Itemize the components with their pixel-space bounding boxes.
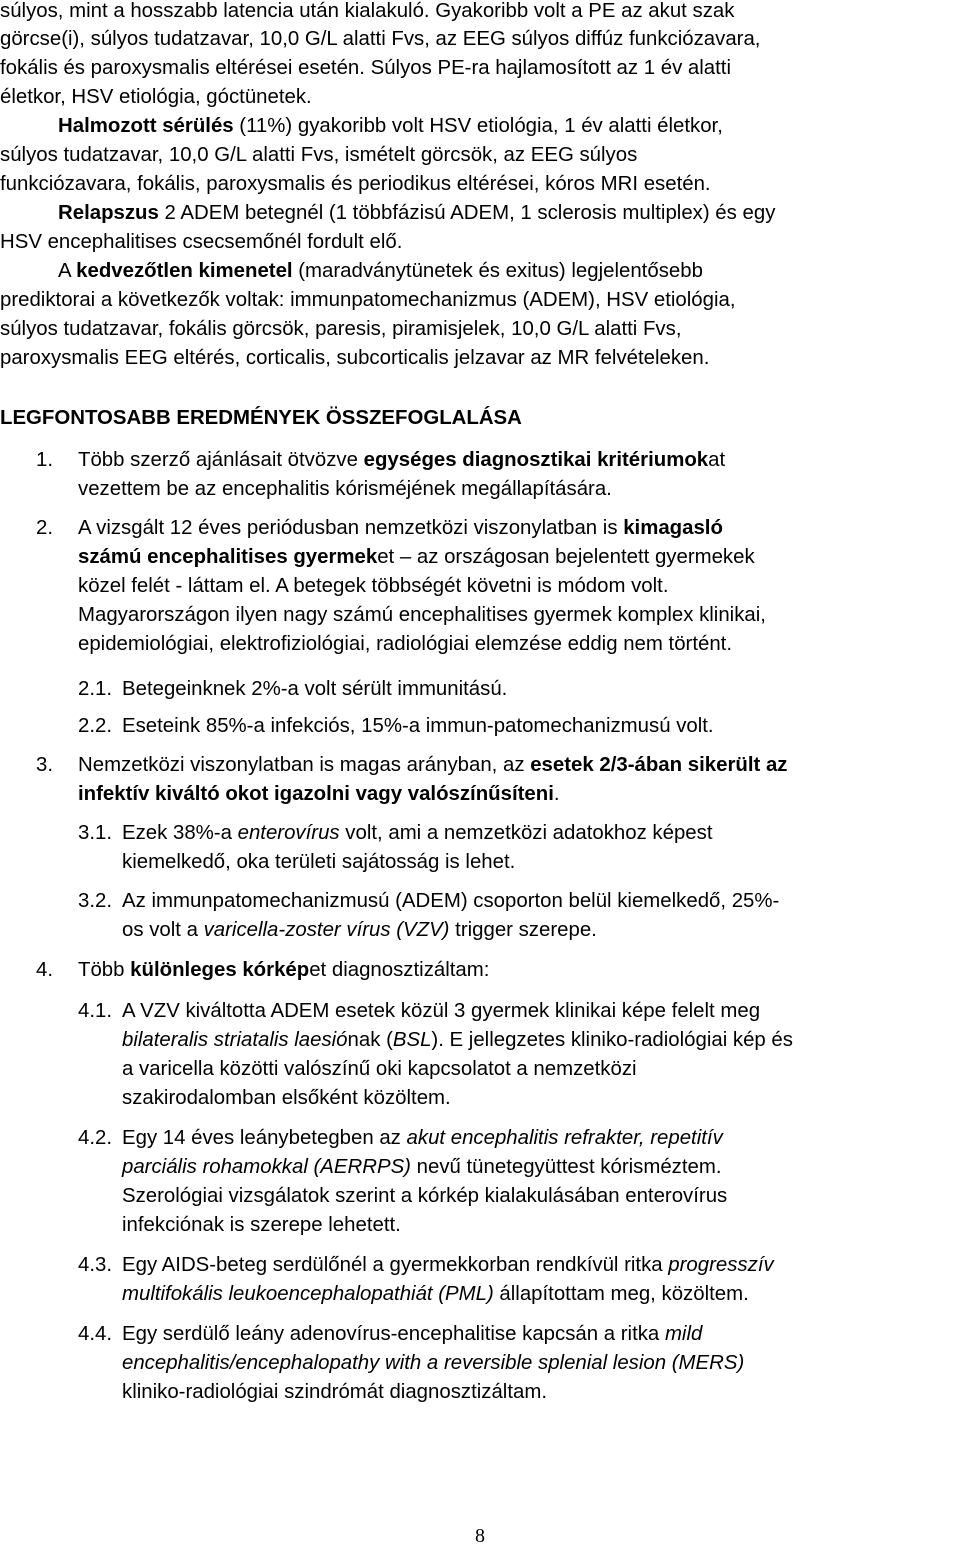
- list-number: 4.1.: [78, 1000, 113, 1022]
- paragraph-line: életkor, HSV etiológia, góctünetek.: [0, 86, 312, 108]
- bold-term: infektív kiváltó okot igazolni vagy valószínűsíteni: [78, 783, 554, 805]
- italic-term: enterovírus: [237, 822, 340, 844]
- list-item-line: [122, 820, 713, 846]
- list-number: 3.2.: [78, 890, 113, 912]
- list-item-line: vezettem be az encephalitis kórisméjének megállapítására.: [78, 478, 612, 500]
- text-run: ). E jellegzetes kliniko-radiológiai kép és: [431, 1029, 793, 1051]
- list-item-line: epidemiológiai, elektrofiziológiai, radiológiai elemzése eddig nem történt.: [78, 633, 733, 655]
- list-item-line: [122, 1125, 723, 1151]
- text-run: Nemzetközi viszonylatban is magas arányban, az: [78, 754, 531, 776]
- italic-term: encephalitis/encephalopathy with a reversible splenial lesion (MERS): [122, 1352, 745, 1374]
- bold-term: kimagasló: [623, 517, 723, 539]
- paragraph-line: [58, 200, 775, 226]
- paragraph-line: [58, 113, 723, 139]
- paragraph-line: fokális és paroxysmalis eltérései esetén. Súlyos PE-ra hajlamosított az 1 év alatti: [0, 57, 731, 79]
- italic-term: akut encephalitis refrakter, repetitív: [406, 1127, 723, 1149]
- page-number: 8: [475, 1525, 485, 1547]
- text-run: Egy serdülő leány adenovírus-encephalitise kapcsán a ritka: [122, 1323, 665, 1345]
- list-number: 4.4.: [78, 1323, 113, 1345]
- paragraph-line: HSV encephalitises csecsemőnél fordult elő.: [0, 231, 403, 253]
- list-number: 1.: [36, 449, 54, 471]
- list-item-line: [78, 515, 723, 541]
- text-run: at: [708, 449, 726, 471]
- list-item-line: a varicella közötti valószínű oki kapcsolatot a nemzetközi: [122, 1058, 637, 1080]
- list-number: 4.2.: [78, 1127, 113, 1149]
- list-item-line: Eseteink 85%-a infekciós, 15%-a immun-patomechanizmusú volt.: [122, 715, 714, 737]
- paragraph-line: paroxysmalis EEG eltérés, corticalis, subcorticalis jelzavar az MR felvételeken.: [0, 347, 710, 369]
- bold-term: Halmozott sérülés: [58, 115, 234, 137]
- text-run: Több: [78, 959, 131, 981]
- text-run: A vizsgált 12 éves periódusban nemzetközi viszonylatban is: [78, 517, 624, 539]
- list-number: 4.3.: [78, 1254, 113, 1276]
- italic-term: parciális rohamokkal (AERRPS): [122, 1156, 411, 1178]
- text-run: (maradványtünetek és exitus) legjelentősebb: [292, 260, 703, 282]
- paragraph-line: funkciózavara, fokális, paroxysmalis és periodikus eltérései, kóros MRI esetén.: [0, 173, 711, 195]
- list-item-line: közel felét - láttam el. A betegek többségét követni is módom volt.: [78, 575, 669, 597]
- list-number: 2.2.: [78, 715, 113, 737]
- italic-term: progresszív: [668, 1254, 774, 1276]
- text-run: állapítottam meg, közöltem.: [493, 1283, 749, 1305]
- list-item-line: [78, 957, 489, 983]
- italic-term: mild: [664, 1323, 703, 1345]
- list-item-line: [78, 752, 788, 778]
- text-run: Egy AIDS-beteg serdülőnél a gyermekkorban rendkívül ritka: [122, 1254, 669, 1276]
- text-run: (11%) gyakoribb volt HSV etiológia, 1 év alatti életkor,: [233, 115, 723, 137]
- list-item-line: kliniko-radiológiai szindrómát diagnosztizáltam.: [122, 1381, 547, 1403]
- list-number: 3.: [36, 754, 54, 776]
- list-number: 2.: [36, 517, 54, 539]
- list-item-line: kiemelkedő, oka területi sajátosság is lehet.: [122, 851, 516, 873]
- list-item-line: [122, 1321, 702, 1347]
- list-item-line: szakirodalomban elsőként közöltem.: [122, 1087, 451, 1109]
- list-item-line: infekciónak is szerepe lehetett.: [122, 1214, 401, 1236]
- italic-term: bilateralis striatalis laesió: [122, 1029, 348, 1051]
- list-item-line: [122, 1252, 774, 1278]
- text-run: nevű tünetegyüttest kórisméztem.: [410, 1156, 722, 1178]
- list-item-line: Szerológiai vizsgálatok szerint a kórkép kialakulásában enterovírus: [122, 1185, 728, 1207]
- list-item-line: [122, 1154, 722, 1180]
- text-run: et – az országosan bejelentett gyermekek: [377, 546, 755, 568]
- list-item-line: [122, 1027, 793, 1053]
- list-item-line: Betegeinknek 2%-a volt sérült immunitású.: [122, 678, 508, 700]
- text-run: nak (: [347, 1029, 393, 1051]
- text-run: Több szerző ajánlásait ötvözve: [78, 449, 364, 471]
- paragraph-line: súlyos tudatzavar, fokális görcsök, paresis, piramisjelek, 10,0 G/L alatti Fvs,: [0, 318, 682, 340]
- paragraph-line: prediktorai a következők voltak: immunpatomechanizmus (ADEM), HSV etiológia,: [0, 289, 736, 311]
- paragraph-line: görcse(i), súlyos tudatzavar, 10,0 G/L alatti Fvs, az EEG súlyos diffúz funkciózavara,: [0, 28, 761, 50]
- list-item-line: [122, 1350, 744, 1376]
- text-run: trigger szerepe.: [449, 919, 597, 941]
- text-run: Ezek 38%-a: [122, 822, 238, 844]
- italic-term: BSL: [392, 1029, 432, 1051]
- text-run: os volt a: [122, 919, 204, 941]
- list-item-line: [78, 781, 560, 807]
- list-number: 3.1.: [78, 822, 113, 844]
- bold-term: Relapszus: [58, 202, 159, 224]
- text-run: .: [553, 783, 560, 805]
- paragraph-line: súlyos tudatzavar, 10,0 G/L alatti Fvs, ismételt görcsök, az EEG súlyos: [0, 144, 638, 166]
- text-run: A: [58, 260, 77, 282]
- bold-term: számú encephalitises gyermek: [78, 546, 378, 568]
- text-run: 2 ADEM betegnél (1 többfázisú ADEM, 1 sclerosis multiplex) és egy: [158, 202, 776, 224]
- section-heading: LEGFONTOSABB EREDMÉNYEK ÖSSZEFOGLALÁSA: [0, 407, 522, 429]
- paragraph-line: súlyos, mint a hosszabb latencia után kialakuló. Gyakoribb volt a PE az akut szak: [0, 0, 735, 22]
- list-number: 4.: [36, 959, 54, 981]
- text-run: Egy 14 éves leánybetegben az: [122, 1127, 407, 1149]
- text-run: et diagnosztizáltam:: [309, 959, 490, 981]
- italic-term: varicella-zoster vírus (VZV): [203, 919, 450, 941]
- list-item-line: Az immunpatomechanizmusú (ADEM) csoporton belül kiemelkedő, 25%-: [122, 890, 780, 912]
- list-item-line: [78, 544, 755, 570]
- list-item-line: A VZV kiváltotta ADEM esetek közül 3 gyermek klinikai képe felelt meg: [122, 1000, 761, 1022]
- bold-term: esetek 2/3-ában sikerült az: [530, 754, 788, 776]
- paragraph-line: [58, 258, 703, 284]
- bold-term: különleges kórkép: [130, 959, 310, 981]
- bold-term: egységes diagnosztikai kritériumok: [363, 449, 709, 471]
- list-item-line: Magyarországon ilyen nagy számú encephalitises gyermek komplex klinikai,: [78, 604, 766, 626]
- list-item-line: [122, 1281, 749, 1307]
- list-item-line: [122, 917, 597, 943]
- list-item-line: [78, 447, 725, 473]
- bold-term: kedvezőtlen kimenetel: [76, 260, 293, 282]
- text-run: volt, ami a nemzetközi adatokhoz képest: [339, 822, 713, 844]
- list-number: 2.1.: [78, 678, 113, 700]
- italic-term: multifokális leukoencephalopathiát (PML): [122, 1283, 494, 1305]
